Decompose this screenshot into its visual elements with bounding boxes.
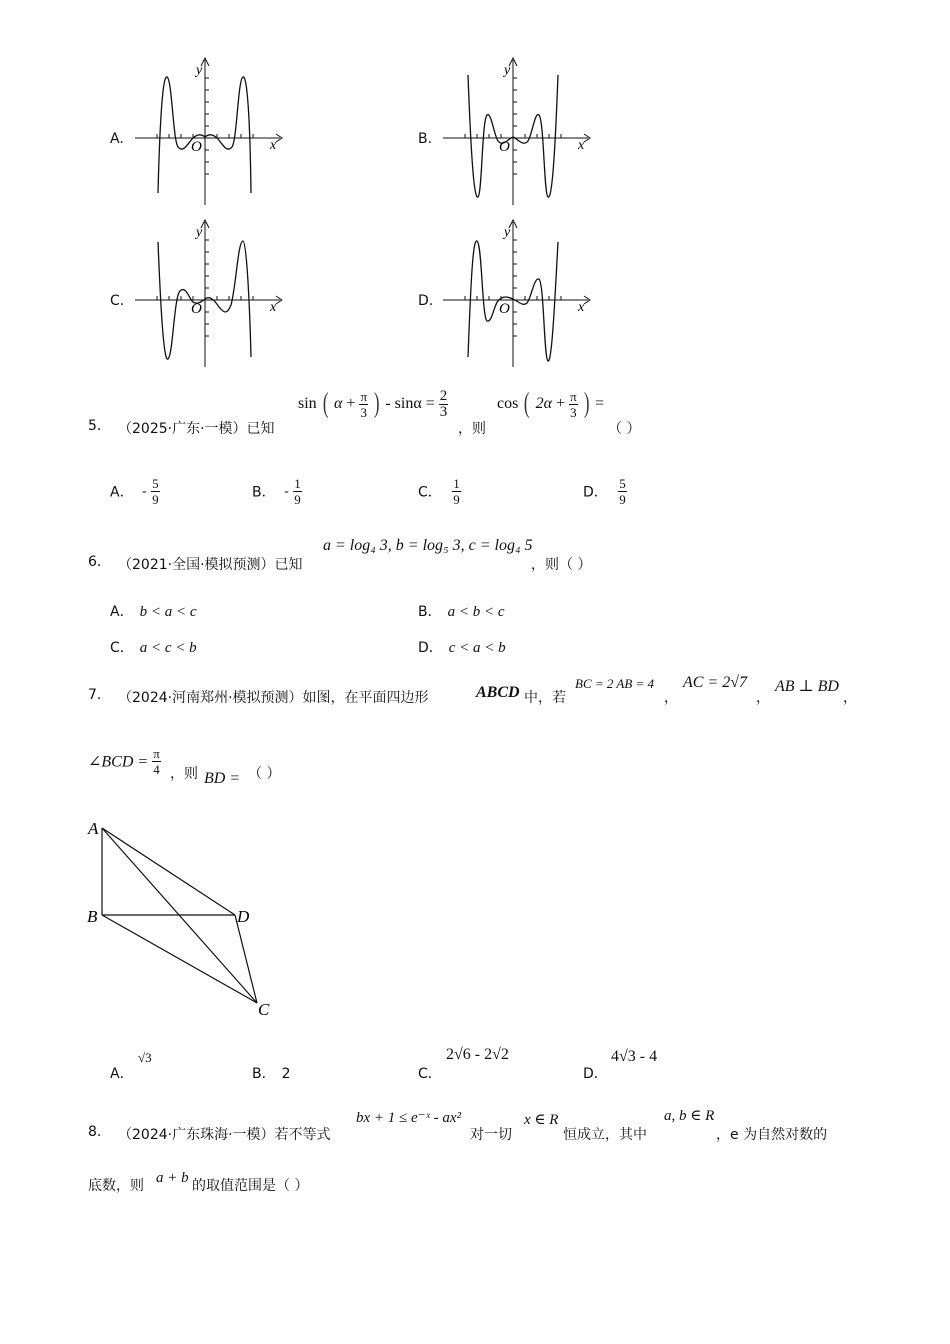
y-axis-label: y: [504, 63, 511, 78]
q5-target: cos ( 2α + $\frac{\pi}{3}$ ) =: [497, 388, 605, 420]
q7-mid: 中，若: [524, 690, 566, 706]
q7-number: 7.: [88, 687, 102, 703]
option-b-label: B.: [418, 131, 433, 147]
q6-option-b[interactable]: B． a < b < c: [418, 604, 505, 620]
option-a-label: A.: [110, 131, 124, 147]
q7-option-d-value: 4√3 - 4: [611, 1048, 658, 1065]
q7-comma1: ，: [664, 690, 678, 706]
q7-comma3: ，: [843, 690, 857, 706]
origin-label: O: [191, 301, 202, 317]
x-axis-label: x: [270, 300, 277, 315]
q7-option-a-value: √3: [138, 1050, 152, 1065]
y-axis-label: y: [504, 225, 511, 240]
origin-label: O: [499, 139, 510, 155]
q5-source: （2025·广东·一模）已知: [118, 421, 275, 437]
y-axis-label: y: [196, 225, 203, 240]
q5-then: ，则: [458, 421, 486, 437]
option-c-label: C.: [110, 293, 125, 309]
q7-abcd: ABCD: [476, 684, 520, 701]
q7-option-c: C．: [418, 1066, 442, 1082]
q8-line2-end: 的取值范围是（ ）: [192, 1178, 309, 1194]
graph-option-d: [438, 217, 598, 372]
q8-a-plus-b: a + b: [156, 1170, 189, 1186]
q6-option-d[interactable]: D． c < a < b: [418, 640, 506, 656]
q6-option-c[interactable]: C． a < c < b: [110, 640, 197, 656]
q7-option-d-label-wrap[interactable]: [583, 1063, 608, 1083]
q6-option-a[interactable]: A． b < a < c: [110, 604, 197, 620]
q8-inequality: bx + 1 ≤ e⁻ˣ - ax²: [356, 1110, 461, 1126]
q5-number: 5.: [88, 418, 102, 434]
q7-bd: BD =: [204, 770, 241, 787]
q5-option-c[interactable]: C． $\frac{1}{9}$: [418, 476, 460, 507]
q7-cond2: AC = 2√7: [683, 674, 748, 691]
q5-condition: sin ( α + $\frac{\pi}{3}$ ) - sinα = $\frac{2}{3}$: [298, 387, 448, 420]
q8-holds: 恒成立，其中: [563, 1127, 647, 1143]
q6-expression: a = log₄ 3, b = log₅ 3, c = log₄ 5: [323, 537, 533, 554]
vertex-b-label: B: [87, 907, 98, 926]
q8-source: （2024·广东珠海·一模）若不等式: [118, 1127, 331, 1143]
vertex-c-label: C: [258, 1000, 270, 1019]
graph-option-a: [130, 55, 290, 210]
q7-cond3: AB ⊥ BD: [775, 678, 839, 695]
q7-angle: ∠BCD = $\frac{\pi}{4}$: [88, 746, 160, 777]
q7-blank: （ ）: [248, 766, 281, 782]
q8-ab-in-r: a, b ∈ R: [664, 1108, 715, 1124]
q5-blank: （ ）: [608, 421, 641, 437]
q8-e-note: ，e 为自然对数的: [716, 1127, 828, 1143]
q6-number: 6.: [88, 554, 102, 570]
q5-option-d[interactable]: D． $\frac{5}{9}$: [583, 476, 626, 507]
q7-option-a-label-wrap[interactable]: [110, 1063, 134, 1083]
q7-option-c-label-wrap[interactable]: [418, 1063, 442, 1083]
q7-quadrilateral-figure: [80, 812, 290, 1027]
q5-option-b[interactable]: B． - $\frac{1}{9}$: [252, 476, 301, 507]
q7-comma2: ，: [756, 690, 770, 706]
q8-x-in-r: x ∈ R: [524, 1112, 559, 1128]
y-axis-label: y: [196, 63, 203, 78]
vertex-d-label: D: [237, 907, 250, 926]
q8-line2-start: 底数，则: [88, 1178, 144, 1194]
option-d-label: D.: [418, 293, 434, 309]
q7-option-a: A．: [110, 1066, 134, 1082]
q7-cond1: BC = 2 AB = 4: [575, 676, 655, 691]
q7-then: ，则: [170, 766, 198, 782]
x-axis-label: x: [578, 138, 585, 153]
q6-tail: ，则（ ）: [531, 557, 592, 573]
graph-option-c: [130, 217, 290, 372]
q7-option-d: D．: [583, 1066, 608, 1082]
graph-option-b: [438, 55, 598, 210]
vertex-a-label: A: [88, 819, 99, 838]
q7-source: （2024·河南郑州·模拟预测）如图，在平面四边形: [118, 690, 429, 706]
q7-option-b[interactable]: B． 2: [252, 1066, 291, 1082]
q6-source: （2021·全国·模拟预测）已知: [118, 557, 303, 573]
origin-label: O: [191, 139, 202, 155]
origin-label: O: [499, 301, 510, 317]
x-axis-label: x: [270, 138, 277, 153]
q5-option-a[interactable]: A． - $\frac{5}{9}$: [110, 476, 159, 507]
q8-number: 8.: [88, 1124, 102, 1140]
x-axis-label: x: [578, 300, 585, 315]
q8-for-all: 对一切: [470, 1127, 512, 1143]
q7-option-c-value: 2√6 - 2√2: [446, 1046, 509, 1063]
